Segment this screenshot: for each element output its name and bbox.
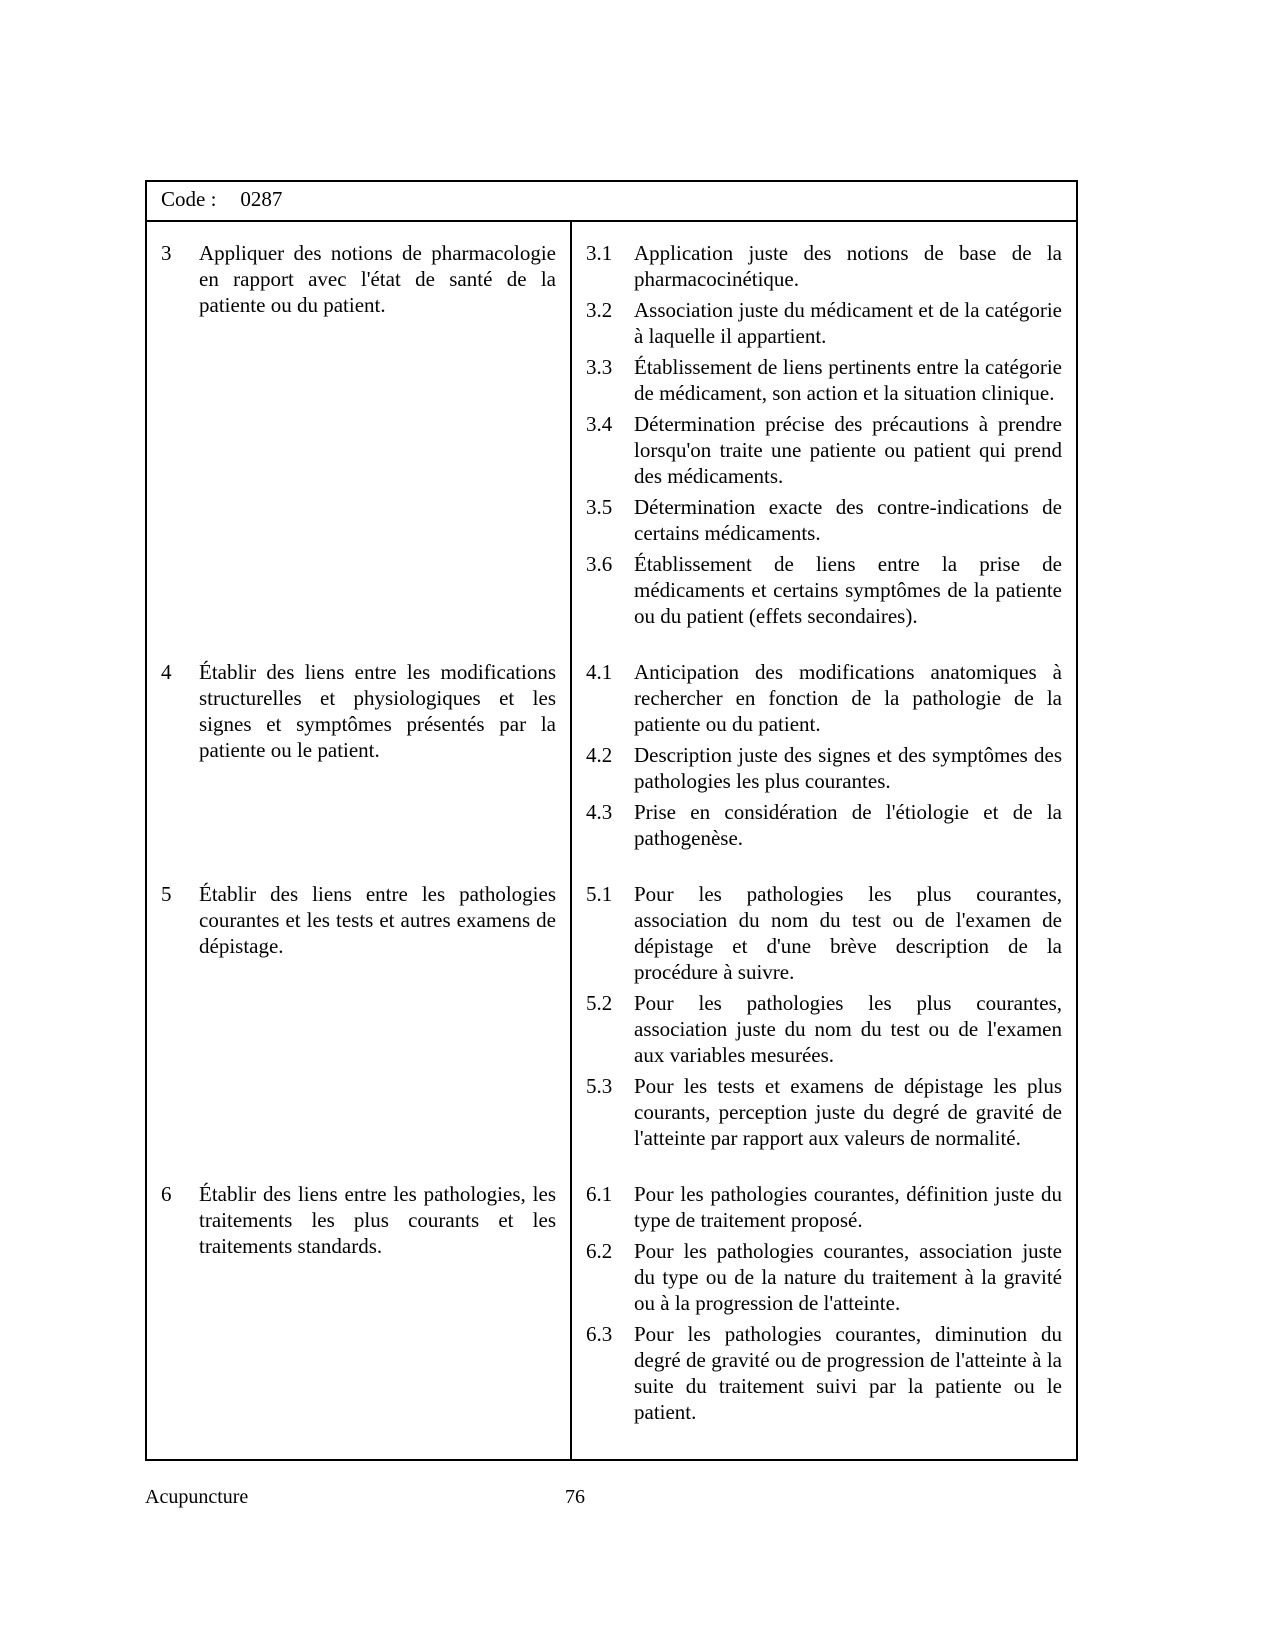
criterion-number: 3.5	[586, 495, 613, 519]
page-footer	[145, 1486, 1078, 1509]
criterion-number: 3.4	[586, 412, 613, 436]
criterion-text: Pour les pathologies les plus courantes, association du nom du test ou de l'examen de dépistage et d'une brève description de la procédure à suivre.	[634, 882, 1062, 984]
objective-text: Établir des liens entre les modifications structurelles et physiologiques et les signes et symptômes présentés par la patiente ou le patient.	[199, 660, 556, 762]
criterion-text: Pour les pathologies courantes, association juste du type ou de la nature du traitement à la gravité ou à la progression de l'atteinte.	[634, 1239, 1062, 1315]
criteria-cell	[572, 629, 1076, 851]
criterion-number: 4.1	[586, 660, 613, 684]
criterion-item	[586, 551, 1062, 629]
criteria-cell	[572, 1151, 1076, 1459]
criterion-item	[586, 1238, 1062, 1316]
criterion-text: Association juste du médicament et de la catégorie à laquelle il appartient.	[634, 298, 1062, 348]
objective-row	[147, 629, 1076, 851]
objective	[161, 659, 556, 763]
criterion-number: 4.3	[586, 800, 613, 824]
criterion-item	[586, 411, 1062, 489]
objective-number: 4	[161, 660, 172, 684]
objective	[161, 881, 556, 959]
criterion-number: 6.2	[586, 1239, 613, 1263]
code-value: 0287	[240, 187, 283, 211]
criterion-number: 5.3	[586, 1074, 613, 1098]
criterion-text: Détermination précise des précautions à prendre lorsqu'on traite une patiente ou patient qui prend des médicaments.	[634, 412, 1062, 488]
criterion-item	[586, 494, 1062, 546]
criterion-text: Établissement de liens pertinents entre la catégorie de médicament, son action et la situation clinique.	[634, 355, 1062, 405]
criterion-number: 3.2	[586, 298, 613, 322]
criterion-text: Établissement de liens entre la prise de médicaments et certains symptômes de la patiente ou du patient (effets secondaires).	[634, 552, 1062, 628]
objective-text: Établir des liens entre les pathologies courantes et les tests et autres examens de dépistage.	[199, 882, 556, 958]
criterion-item	[586, 659, 1062, 737]
criterion-text: Application juste des notions de base de la pharmacocinétique.	[634, 241, 1062, 291]
objective-text: Appliquer des notions de pharmacologie en rapport avec l'état de santé de la patiente ou du patient.	[199, 241, 556, 317]
criterion-number: 6.1	[586, 1182, 613, 1206]
criterion-number: 4.2	[586, 743, 613, 767]
code-label: Code :	[161, 187, 217, 211]
criterion-item	[586, 881, 1062, 985]
objective-number: 5	[161, 882, 172, 906]
criterion-text: Pour les pathologies les plus courantes, association juste du nom du test ou de l'examen aux variables mesurées.	[634, 991, 1062, 1067]
criterion-item	[586, 1321, 1062, 1425]
footer-doc-title: Acupuncture	[145, 1486, 249, 1508]
criterion-number: 3.3	[586, 355, 613, 379]
criterion-number: 3.1	[586, 241, 613, 265]
footer-page-number: 76	[565, 1486, 585, 1508]
criteria-cell	[572, 222, 1076, 629]
objective	[161, 240, 556, 318]
objective-cell	[147, 1151, 572, 1459]
criterion-text: Anticipation des modifications anatomiques à rechercher en fonction de la pathologie de la patiente ou du patient.	[634, 660, 1062, 736]
table-body	[147, 222, 1076, 1459]
objective-cell	[147, 851, 572, 1151]
criterion-item	[586, 742, 1062, 794]
criterion-text: Pour les pathologies courantes, diminution du degré de gravité ou de progression de l'atteinte à la suite du traitement suivi par la patiente ou le patient.	[634, 1322, 1062, 1424]
objective-number: 3	[161, 241, 172, 265]
objective-cell	[147, 629, 572, 851]
criterion-text: Prise en considération de l'étiologie et de la pathogenèse.	[634, 800, 1062, 850]
criterion-text: Détermination exacte des contre-indications de certains médicaments.	[634, 495, 1062, 545]
criterion-number: 6.3	[586, 1322, 613, 1346]
objective-row	[147, 851, 1076, 1151]
criterion-text: Pour les pathologies courantes, définition juste du type de traitement proposé.	[634, 1182, 1062, 1232]
criterion-number: 5.2	[586, 991, 613, 1015]
criterion-number: 3.6	[586, 552, 613, 576]
criterion-item	[586, 240, 1062, 292]
criterion-item	[586, 297, 1062, 349]
code-header-row	[147, 182, 1076, 222]
criterion-item	[586, 1181, 1062, 1233]
criterion-text: Pour les tests et examens de dépistage les plus courants, perception juste du degré de gravité de l'atteinte par rapport aux valeurs de normalité.	[634, 1074, 1062, 1150]
objective	[161, 1181, 556, 1259]
objective-number: 6	[161, 1182, 172, 1206]
criteria-cell	[572, 851, 1076, 1151]
objective-text: Établir des liens entre les pathologies, les traitements les plus courants et les traitements standards.	[199, 1182, 556, 1258]
criterion-item	[586, 990, 1062, 1068]
objectives-table	[145, 180, 1078, 1461]
objective-cell	[147, 222, 572, 629]
criterion-item	[586, 1073, 1062, 1151]
criterion-number: 5.1	[586, 882, 613, 906]
criterion-item	[586, 354, 1062, 406]
objective-row	[147, 1151, 1076, 1459]
criterion-text: Description juste des signes et des symptômes des pathologies les plus courantes.	[634, 743, 1062, 793]
objective-row	[147, 222, 1076, 629]
criterion-item	[586, 799, 1062, 851]
